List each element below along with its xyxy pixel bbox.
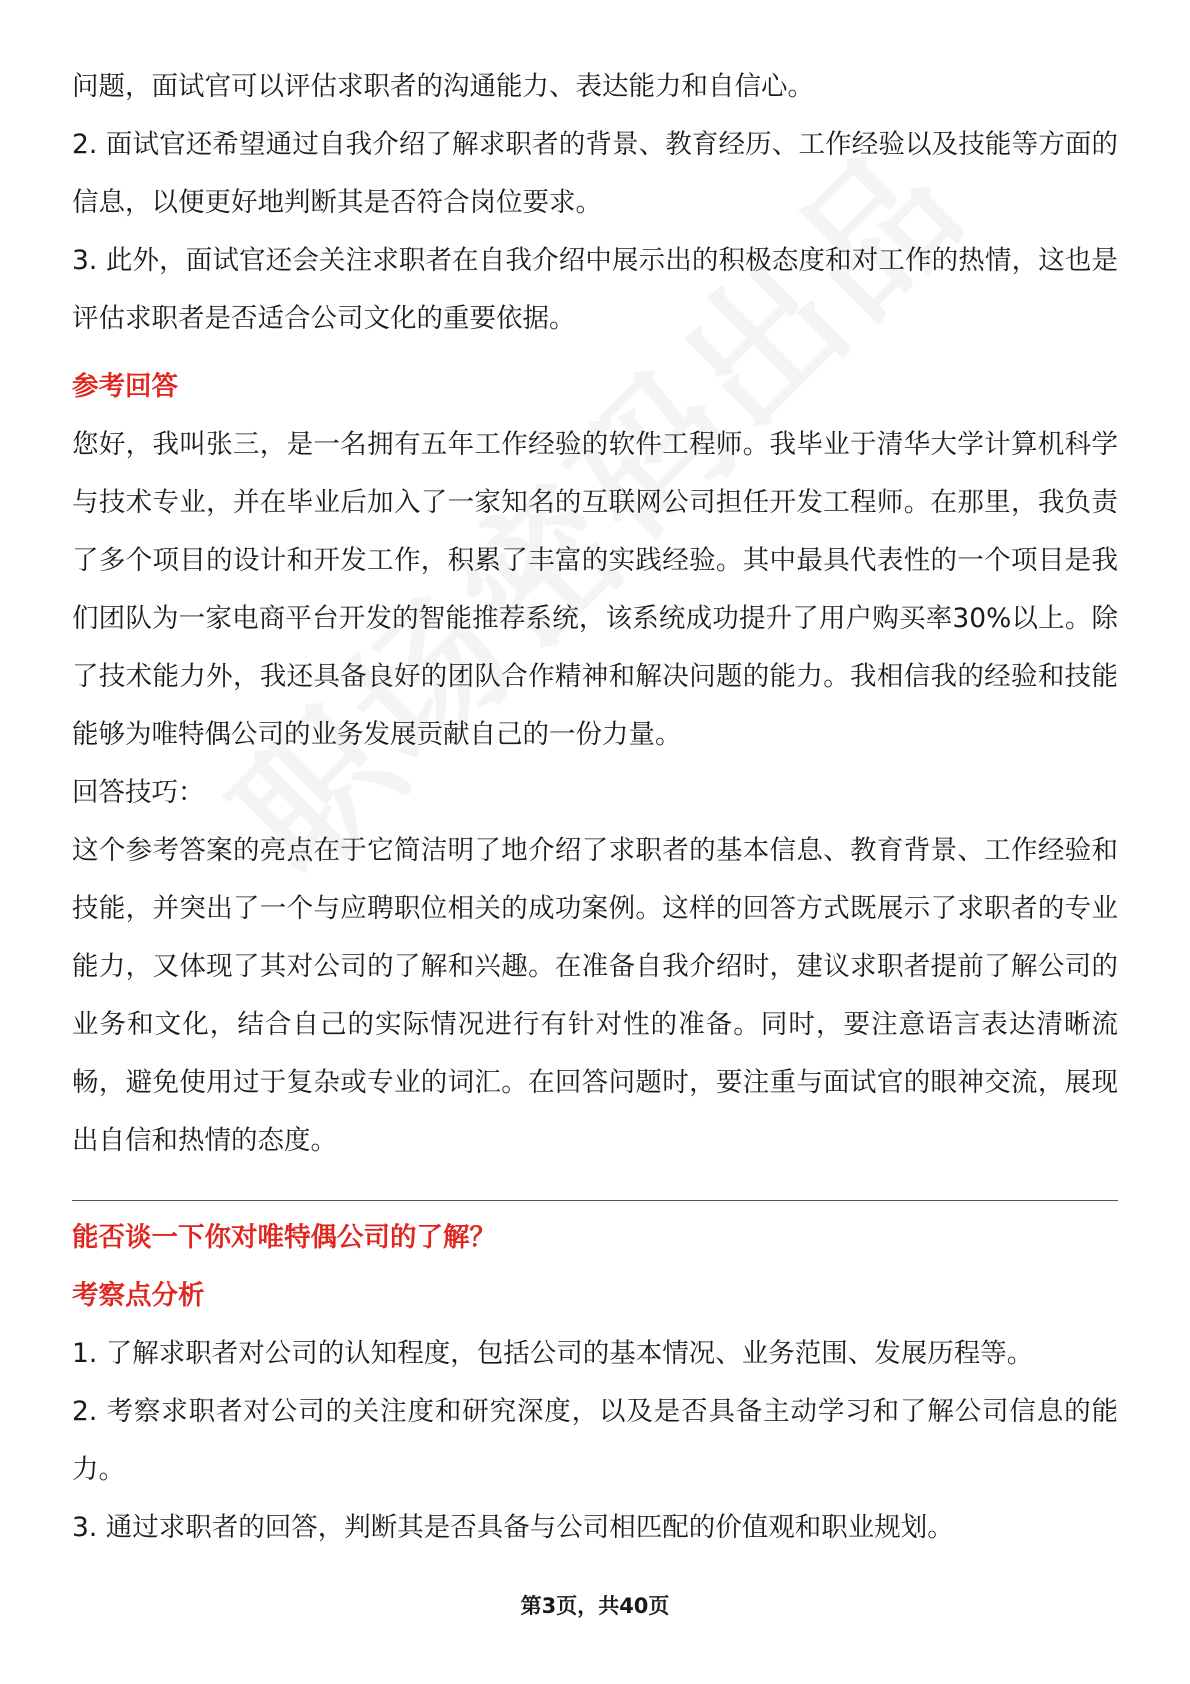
page-number: 第3页，共40页 [520, 1594, 670, 1618]
answer-tips-text: 这个参考答案的亮点在于它简洁明了地介绍了求职者的基本信息、教育背景、工作经验和技能，并突出了一个与应聘职位相关的成功案例。这样的回答方式既展示了求职者的专业能力，又体现了其对公司的了解和兴趣。在准备自我介绍时，建议求职者提前了解公司的业务和文化，结合自己的实际情况进行有针对性的准备。同时，要注意语言表达清晰流畅，避免使用过于复杂或专业的词汇。在回答问题时，要注重与面试官的眼神交流，展现出自信和热情的态度。 [72, 835, 1118, 1156]
section-analysis-continued [72, 58, 1118, 348]
section-reference-answer [72, 358, 1118, 1170]
section-divider [72, 1200, 1118, 1201]
reference-answer-heading: 参考回答 [72, 371, 178, 402]
answer-tips-label: 回答技巧： [72, 777, 205, 808]
analysis-point: 1. 了解求职者对公司的认知程度，包括公司的基本情况、业务范围、发展历程等。 [72, 1338, 1034, 1369]
analysis-heading: 考察点分析 [72, 1280, 205, 1311]
analysis-point: 3. 通过求职者的回答，判断其是否具备与公司相匹配的价值观和职业规划。 [72, 1512, 954, 1543]
section-question-2 [72, 1209, 1118, 1557]
analysis-point: 2. 考察求职者对公司的关注度和研究深度，以及是否具备主动学习和了解公司信息的能力。 [72, 1396, 1118, 1485]
analysis-line: 2. 面试官还希望通过自我介绍了解求职者的背景、教育经历、工作经验以及技能等方面的信息，以便更好地判断其是否符合岗位要求。 [72, 129, 1118, 218]
analysis-line: 3. 此外，面试官还会关注求职者在自我介绍中展示出的积极态度和对工作的热情，这也是评估求职者是否适合公司文化的重要依据。 [72, 245, 1118, 334]
reference-answer-text: 您好，我叫张三，是一名拥有五年工作经验的软件工程师。我毕业于清华大学计算机科学与技术专业，并在毕业后加入了一家知名的互联网公司担任开发工程师。在那里，我负责了多个项目的设计和开发工作，积累了丰富的实践经验。其中最具代表性的一个项目是我们团队为一家电商平台开发的智能推荐系统，该系统成功提升了用户购买率30%以上。除了技术能力外，我还具备良好的团队合作精神和解决问题的能力。我相信我的经验和技能能够为唯特偶公司的业务发展贡献自己的一份力量。 [72, 429, 1118, 750]
question-title: 能否谈一下你对唯特偶公司的了解？ [72, 1222, 496, 1253]
page-content [72, 58, 1118, 1557]
analysis-line: 问题，面试官可以评估求职者的沟通能力、表达能力和自信心。 [72, 71, 814, 102]
